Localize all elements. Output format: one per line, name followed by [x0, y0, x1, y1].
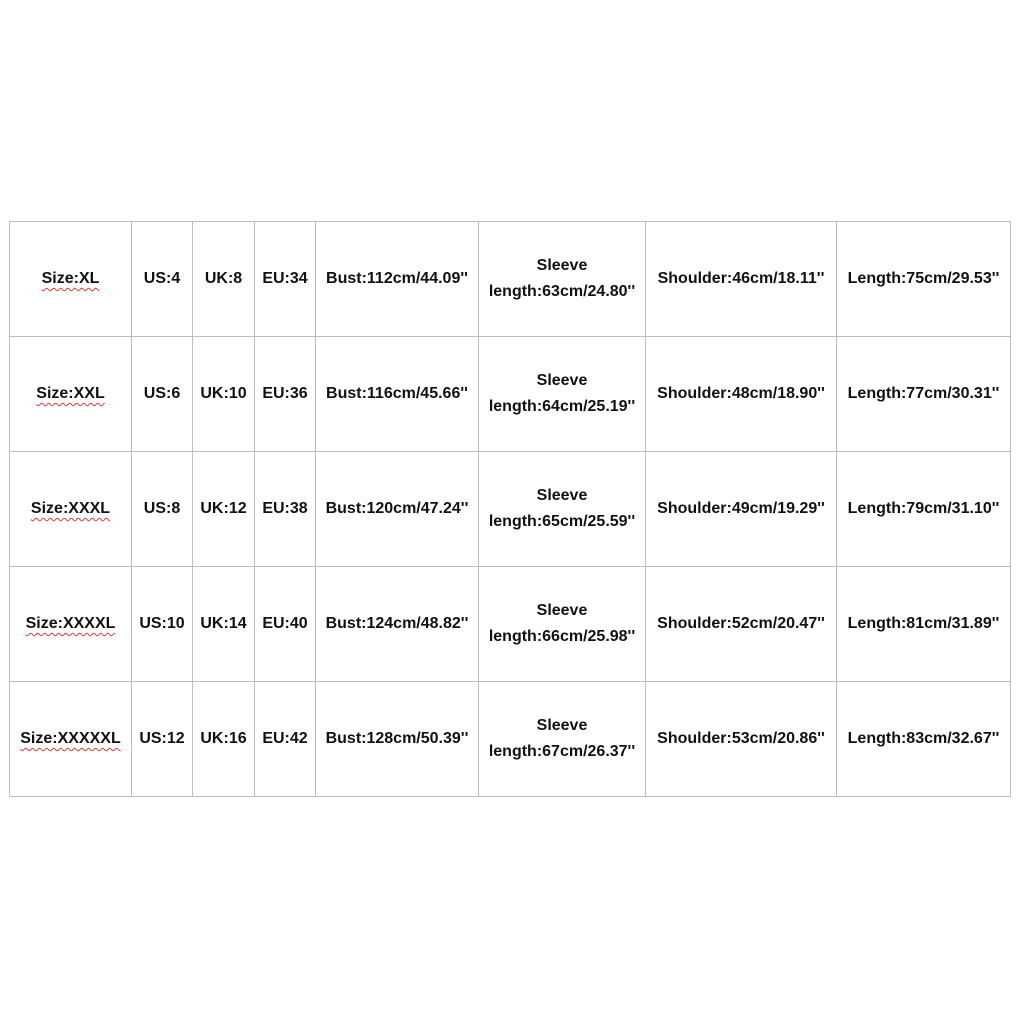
eu-size-cell: EU:42: [255, 682, 316, 797]
size-cell: [10, 337, 132, 452]
size-label: Size:XXL: [36, 385, 105, 402]
us-size-cell: US:10: [132, 567, 193, 682]
eu-size-cell: EU:38: [255, 452, 316, 567]
sleeve-value: length:66cm/25.98'': [488, 628, 636, 645]
size-label: Size:XXXXL: [25, 615, 116, 632]
length-cell: Length:79cm/31.10'': [837, 452, 1011, 567]
bust-cell: Bust:128cm/50.39'': [316, 682, 479, 797]
length-cell: Length:81cm/31.89'': [837, 567, 1011, 682]
sleeve-value: length:63cm/24.80'': [488, 283, 636, 300]
table-row: [10, 567, 1011, 682]
size-label: Size:XXXL: [30, 500, 111, 517]
sleeve-length-cell: [479, 337, 646, 452]
sleeve-value: length:65cm/25.59'': [488, 513, 636, 530]
eu-size-cell: EU:40: [255, 567, 316, 682]
shoulder-cell: Shoulder:49cm/19.29'': [646, 452, 837, 567]
sleeve-length-cell: [479, 452, 646, 567]
us-size-cell: US:12: [132, 682, 193, 797]
sleeve-label: Sleeve: [536, 372, 588, 389]
shoulder-cell: Shoulder:46cm/18.11'': [646, 222, 837, 337]
bust-cell: Bust:120cm/47.24'': [316, 452, 479, 567]
eu-size-cell: EU:36: [255, 337, 316, 452]
us-size-cell: US:8: [132, 452, 193, 567]
shoulder-cell: Shoulder:52cm/20.47'': [646, 567, 837, 682]
table-row: [10, 222, 1011, 337]
eu-size-cell: EU:34: [255, 222, 316, 337]
size-cell: [10, 567, 132, 682]
uk-size-cell: UK:14: [193, 567, 255, 682]
size-label: Size:XXXXXL: [20, 730, 121, 747]
sleeve-label: Sleeve: [536, 257, 588, 274]
size-label: Size:XL: [41, 270, 100, 287]
sleeve-value: length:67cm/26.37'': [488, 743, 636, 760]
size-cell: [10, 452, 132, 567]
length-cell: Length:77cm/30.31'': [837, 337, 1011, 452]
us-size-cell: US:4: [132, 222, 193, 337]
sleeve-label: Sleeve: [536, 717, 588, 734]
bust-cell: Bust:124cm/48.82'': [316, 567, 479, 682]
uk-size-cell: UK:16: [193, 682, 255, 797]
length-cell: Length:75cm/29.53'': [837, 222, 1011, 337]
sleeve-length-cell: [479, 222, 646, 337]
shoulder-cell: Shoulder:48cm/18.90'': [646, 337, 837, 452]
size-chart-table: [9, 221, 1011, 797]
bust-cell: Bust:116cm/45.66'': [316, 337, 479, 452]
length-cell: Length:83cm/32.67'': [837, 682, 1011, 797]
sleeve-length-cell: [479, 682, 646, 797]
sleeve-label: Sleeve: [536, 487, 588, 504]
table-row: [10, 337, 1011, 452]
sleeve-label: Sleeve: [536, 602, 588, 619]
shoulder-cell: Shoulder:53cm/20.86'': [646, 682, 837, 797]
table-row: [10, 452, 1011, 567]
size-cell: [10, 682, 132, 797]
us-size-cell: US:6: [132, 337, 193, 452]
uk-size-cell: UK:12: [193, 452, 255, 567]
sleeve-value: length:64cm/25.19'': [488, 398, 636, 415]
size-cell: [10, 222, 132, 337]
table-row: [10, 682, 1011, 797]
bust-cell: Bust:112cm/44.09'': [316, 222, 479, 337]
uk-size-cell: UK:10: [193, 337, 255, 452]
uk-size-cell: UK:8: [193, 222, 255, 337]
sleeve-length-cell: [479, 567, 646, 682]
